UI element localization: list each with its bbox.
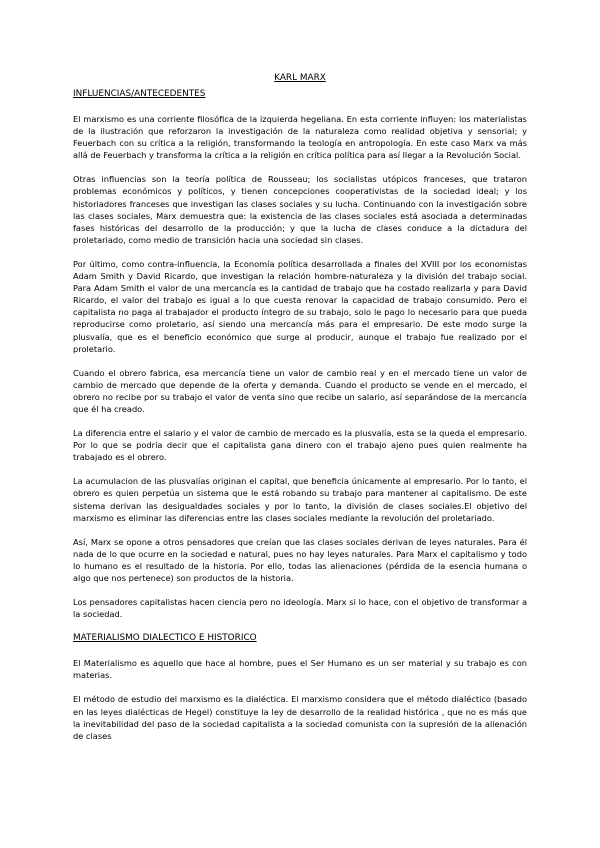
section-heading: INFLUENCIAS/ANTECEDENTES [73,89,206,99]
paragraph: Así, Marx se opone a otros pensadores que creían que las clases sociales derivan de leyes naturales. Para él nada de lo que ocurre en la sociedad e natural, pues no hay leyes naturales. Para Marx el capitalismo y todo lo humano es el resultado de la historia. Por ello, todas las alienaciones (pérdida de la esencia humana o algo que nos pertenece) son productos de la historia. [73,536,527,583]
paragraph: El método de estudio del marxismo es la dialéctica. El marxismo considera que el método dialéctico (basado en las leyes dialécticas de Hegel) constituye la ley de desarrollo de la realidad histórica , que no es más que la inevitabilidad del paso de la sociedad capitalista a la sociedad comunista con la supresión de la alienación de clases [73,694,527,741]
paragraph: Cuando el obrero fabrica, esa mercancía tiene un valor de cambio real y en el mercado tiene un valor de cambio de mercado que depende de la oferta y demanda. Cuando el producto se vende en el mercado, el obrero no recibe por su trabajo el valor de venta sino que recibe un salario, así separándose de la mercancía que él ha creado. [73,367,527,414]
section-heading: MATERIALISMO DIALECTICO E HISTORICO [73,633,257,644]
section-materialismo [73,632,527,742]
paragraph: El marxismo es una corriente filosófica de la izquierda hegeliana. En esta corriente influyen: los materialistas de la ilustración que reforzaron la investigación de la naturaleza como realidad objetiva y sensorial; y Feuerbach con su crítica a la religión, transformando la teología en antropología. En este caso Marx va más allá de Feuerbach y transforma la crítica a la religión en crítica política para así llegar a la Revolución Social. [73,114,527,161]
paragraph: Por último, como contra-influencia, la Economía política desarrollada a finales del XVIII por los economistas Adam Smith y David Ricardo, que investigan la relación hombre-naturaleza y la división del trabajo social. Para Adam Smith el valor de una mercancía es la cantidad de trabajo que ha costado realizarla y para David Ricardo, el valor del trabajo es igual a lo que cuesta renovar la capacidad de trabajo consumido. Pero el capitalista no paga al trabajador el producto íntegro de su trabajo, solo le pago lo necesario para que pueda reproducirse como proletario, así siendo una mercancía más para el empresario. De este modo surge la plusvalía, que es el beneficio económico que surge al producir, aunque el trabajo fue realizado por el proletario. [73,258,527,354]
paragraph: Otras influencias son la teoría política de Rousseau; los socialistas utópicos franceses, que trataron problemas económicos y políticos, y tienen concepciones cooperativistas de la sociedad ideal; y los historiadores franceses que investigan las clases sociales y su lucha. Continuando con la investigación sobre las clases sociales, Marx demuestra que: la existencia de las clases sociales está asociada a determinadas fases históricas del desarrollo de la producción; y que la lucha de clases conduce a la dictadura del proletariado, como medio de transición hacia una sociedad sin clases. [73,174,527,245]
paragraph: La diferencia entre el salario y el valor de cambio de mercado es la plusvalía, esta se la queda el empresario. Por lo que se podría decir que el capitalista gana dinero con el trabajo ajeno pues quien realmente ha trabajado es el obrero. [73,428,527,463]
paragraph: El Materialismo es aquello que hace al hombre, pues el Ser Humano es un ser material y su trabajo es con materias. [73,658,527,681]
paragraph: Los pensadores capitalistas hacen ciencia pero no ideología. Marx si lo hace, con el objetivo de transformar a la sociedad. [73,597,527,620]
document-title: KARL MARX [274,73,326,83]
section-influencias [73,88,527,620]
document-body [73,72,527,754]
paragraph: La acumulacion de las plusvalías originan el capital, que beneficia únicamente al empresario. Por lo tanto, el obrero es quien perpetúa un sistema que le está robando su trabajo para mantener al capitalismo. De este sistema derivan las desigualdades sociales y por lo tanto, la división de clases sociales.El objetivo del marxismo es eliminar las diferencias entre las clases sociales mediante la revolución del proletariado. [73,476,527,523]
